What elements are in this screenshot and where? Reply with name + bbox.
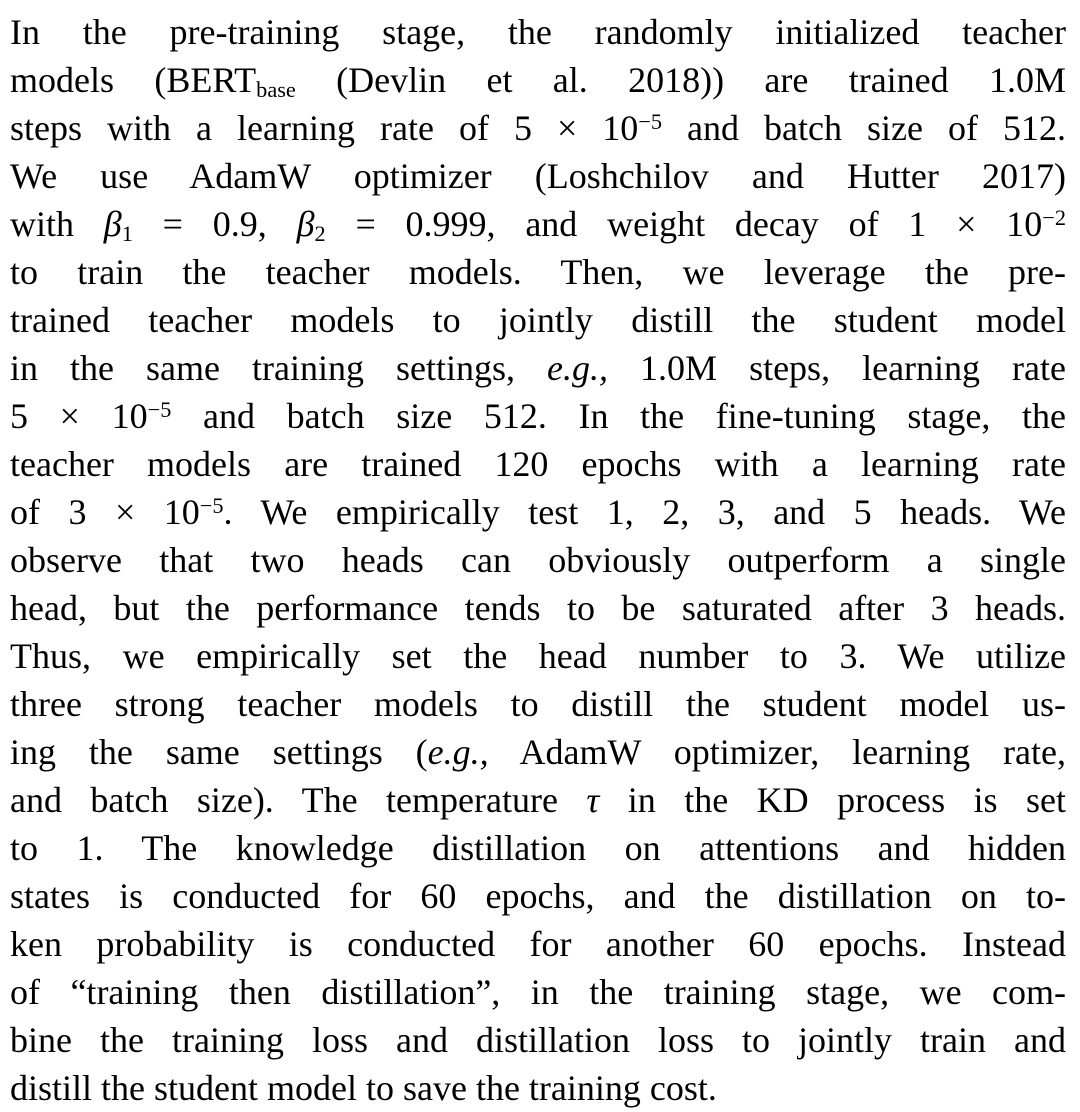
body-text: = 0.999, and weight decay of 1 × 10 bbox=[325, 204, 1043, 244]
text-line bbox=[10, 392, 1066, 440]
body-text: teacher models are trained 120 epochs with a learning rate bbox=[10, 444, 1066, 484]
body-text: of “training then distillation”, in the training stage, we com- bbox=[10, 972, 1066, 1012]
body-text: distill the student model to save the training cost. bbox=[10, 1068, 717, 1108]
body-text: observe that two heads can obviously outperform a single bbox=[10, 540, 1066, 580]
body-text: and batch size 512. In the fine-tuning stage, the bbox=[171, 396, 1066, 436]
body-text: in the same training settings, bbox=[10, 348, 548, 388]
body-text: with bbox=[10, 204, 104, 244]
text-line bbox=[10, 1016, 1066, 1064]
text-line bbox=[10, 200, 1066, 248]
body-text: AdamW optimizer, learning rate, bbox=[488, 732, 1066, 772]
italic-text: e.g., bbox=[547, 348, 609, 388]
italic-text: e.g., bbox=[427, 732, 489, 772]
body-text: to 1. The knowledge distillation on attentions and hidden bbox=[10, 828, 1066, 868]
text-line bbox=[10, 344, 1066, 392]
body-text: ing the same settings ( bbox=[10, 732, 428, 772]
text-line bbox=[10, 968, 1066, 1016]
body-text: 1.0M steps, learning rate bbox=[608, 348, 1066, 388]
body-text: and batch size of 512. bbox=[662, 108, 1066, 148]
text-line bbox=[10, 488, 1066, 536]
body-text: = 0.9, bbox=[132, 204, 297, 244]
text-line bbox=[10, 680, 1066, 728]
body-text: 5 × 10 bbox=[10, 396, 148, 436]
body-text: states is conducted for 60 epochs, and the distillation on to- bbox=[10, 876, 1066, 916]
subscript-text: 2 bbox=[314, 220, 326, 246]
text-line bbox=[10, 440, 1066, 488]
text-line bbox=[10, 296, 1066, 344]
italic-text: τ bbox=[586, 780, 600, 820]
superscript-text: −5 bbox=[199, 493, 224, 519]
body-text: We use AdamW optimizer (Loshchilov and Hutter 2017) bbox=[10, 156, 1066, 196]
body-text: (Devlin et al. 2018)) are trained 1.0M bbox=[295, 60, 1066, 100]
text-line bbox=[10, 152, 1066, 200]
text-line bbox=[10, 536, 1066, 584]
body-text: In the pre-training stage, the randomly initialized teacher bbox=[10, 12, 1066, 52]
body-text: in the KD process is set bbox=[599, 780, 1066, 820]
superscript-text: −5 bbox=[147, 397, 172, 423]
body-text: head, but the performance tends to be saturated after 3 heads. bbox=[10, 588, 1066, 628]
body-text: . We empirically test 1, 2, 3, and 5 heads. We bbox=[223, 492, 1066, 532]
body-text: of 3 × 10 bbox=[10, 492, 200, 532]
superscript-text: −2 bbox=[1042, 205, 1066, 231]
text-line bbox=[10, 56, 1066, 104]
text-line bbox=[10, 584, 1066, 632]
body-text: steps with a learning rate of 5 × 10 bbox=[10, 108, 639, 148]
text-line bbox=[10, 920, 1066, 968]
text-line bbox=[10, 632, 1066, 680]
body-text: bine the training loss and distillation loss to jointly train and bbox=[10, 1020, 1066, 1060]
text-line bbox=[10, 776, 1066, 824]
text-line bbox=[10, 728, 1066, 776]
text-line bbox=[10, 248, 1066, 296]
text-line bbox=[10, 1064, 1066, 1112]
text-line bbox=[10, 8, 1066, 56]
body-text: models (BERT bbox=[10, 60, 257, 100]
body-text: and batch size). The temperature bbox=[10, 780, 587, 820]
text-line bbox=[10, 872, 1066, 920]
italic-text: β bbox=[296, 204, 315, 244]
superscript-text: −5 bbox=[638, 109, 663, 135]
subscript-text: 1 bbox=[121, 220, 133, 246]
body-text: ken probability is conducted for another 60 epochs. Instead bbox=[10, 924, 1066, 964]
paragraph-body-text bbox=[10, 8, 1066, 1112]
italic-text: β bbox=[103, 204, 122, 244]
body-text: three strong teacher models to distill the student model us- bbox=[10, 684, 1066, 724]
body-text: to train the teacher models. Then, we leverage the pre- bbox=[10, 252, 1066, 292]
body-text: Thus, we empirically set the head number to 3. We utilize bbox=[10, 636, 1066, 676]
text-line bbox=[10, 824, 1066, 872]
subscript-text: base bbox=[256, 76, 296, 102]
text-line bbox=[10, 104, 1066, 152]
body-text: trained teacher models to jointly distill the student model bbox=[10, 300, 1066, 340]
